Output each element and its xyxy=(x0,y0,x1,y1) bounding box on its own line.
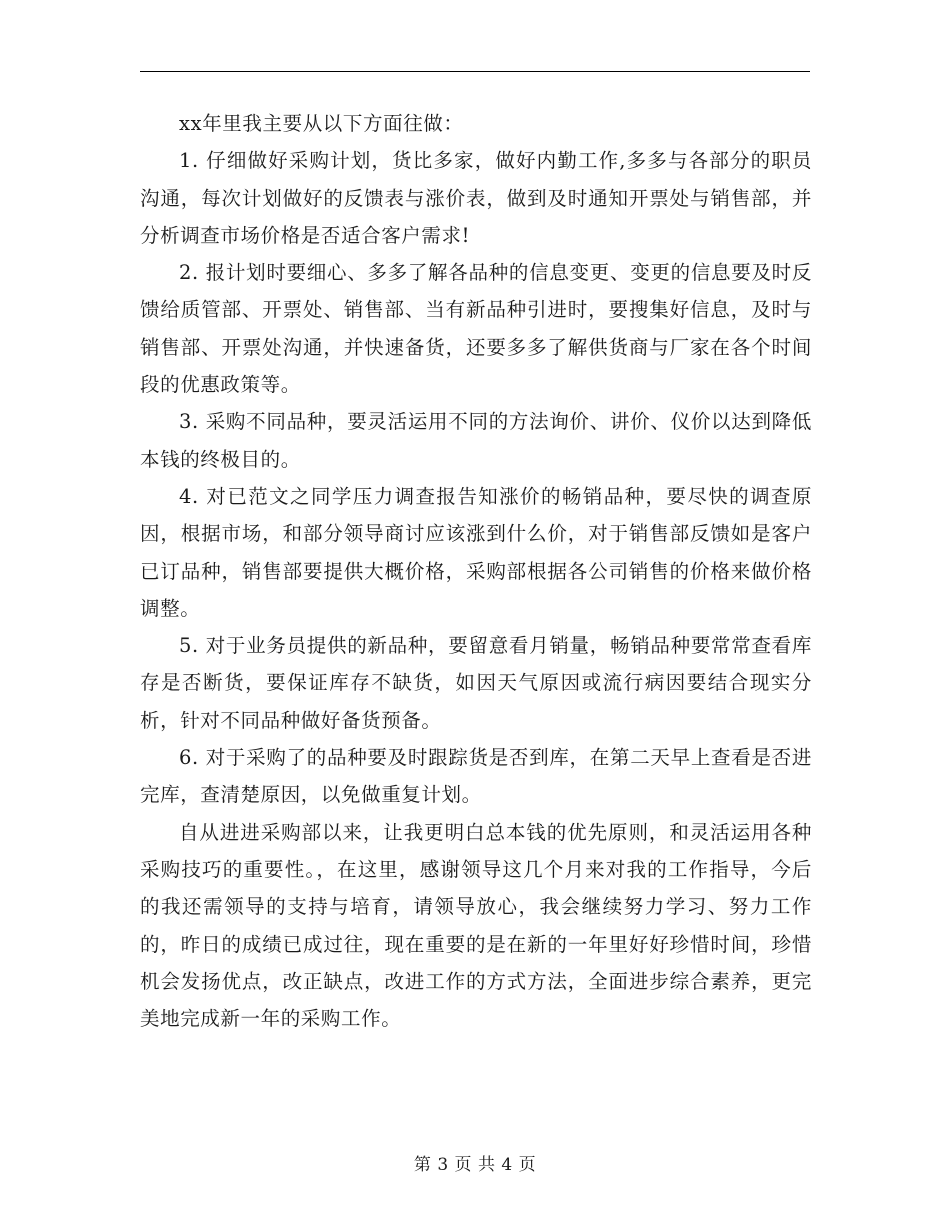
list-item-2: 2. 报计划时要细心、多多了解各品种的信息变更、变更的信息要及时反馈给质管部、开票处、销售部、当有新品种引进时，要搜集好信息，及时与销售部、开票处沟通，并快速备货，还要多多了解供货商与厂家在各个时间段的优惠政策等。 xyxy=(140,261,812,397)
page-number-footer: 第 3 页 共 4 页 xyxy=(413,1155,537,1175)
list-item-6: 6. 对于采购了的品种要及时跟踪货是否到库，在第二天早上查看是否进完库，查清楚原因，以免做重复计划。 xyxy=(140,746,812,807)
list-item-5: 5. 对于业务员提供的新品种，要留意看月销量，畅销品种要常常查看库存是否断货，要保证库存不缺货，如因天气原因或流行病因要结合现实分析，针对不同品种做好备货预备。 xyxy=(140,634,812,732)
list-item-3: 3. 采购不同品种，要灵活运用不同的方法询价、讲价、仪价以达到降低本钱的终极目的。 xyxy=(140,410,812,471)
intro-paragraph: xx年里我主要从以下方面往做： xyxy=(179,112,464,135)
document-body xyxy=(140,105,812,1037)
list-item-4: 4. 对已范文之同学压力调查报告知涨价的畅销品种，要尽快的调查原因，根据市场，和部分领导商讨应该涨到什么价，对于销售部反馈如是客户已订品种，销售部要提供大概价格，采购部根据各公司销售的价格来做价格调整。 xyxy=(140,484,812,620)
header-rule xyxy=(140,71,810,72)
closing-paragraph: 自从进进采购部以来，让我更明白总本钱的优先原则，和灵活运用各种采购技巧的重要性。，在这里，感谢领导这几个月来对我的工作指导，今后的我还需领导的支持与培育，请领导放心，我会继续努力学习、努力工作的，昨日的成绩已成过往，现在重要的是在新的一年里好好珍惜时间，珍惜机会发扬优点，改正缺点，改进工作的方式方法，全面进步综合素养，更完美地完成新一年的采购工作。 xyxy=(140,820,812,1031)
list-item-1: 1. 仔细做好采购计划，货比多家，做好内勤工作,多多与各部分的职员沟通，每次计划做好的反馈表与涨价表，做到及时通知开票处与销售部，并分析调查市场价格是否适合客户需求! xyxy=(140,149,812,247)
